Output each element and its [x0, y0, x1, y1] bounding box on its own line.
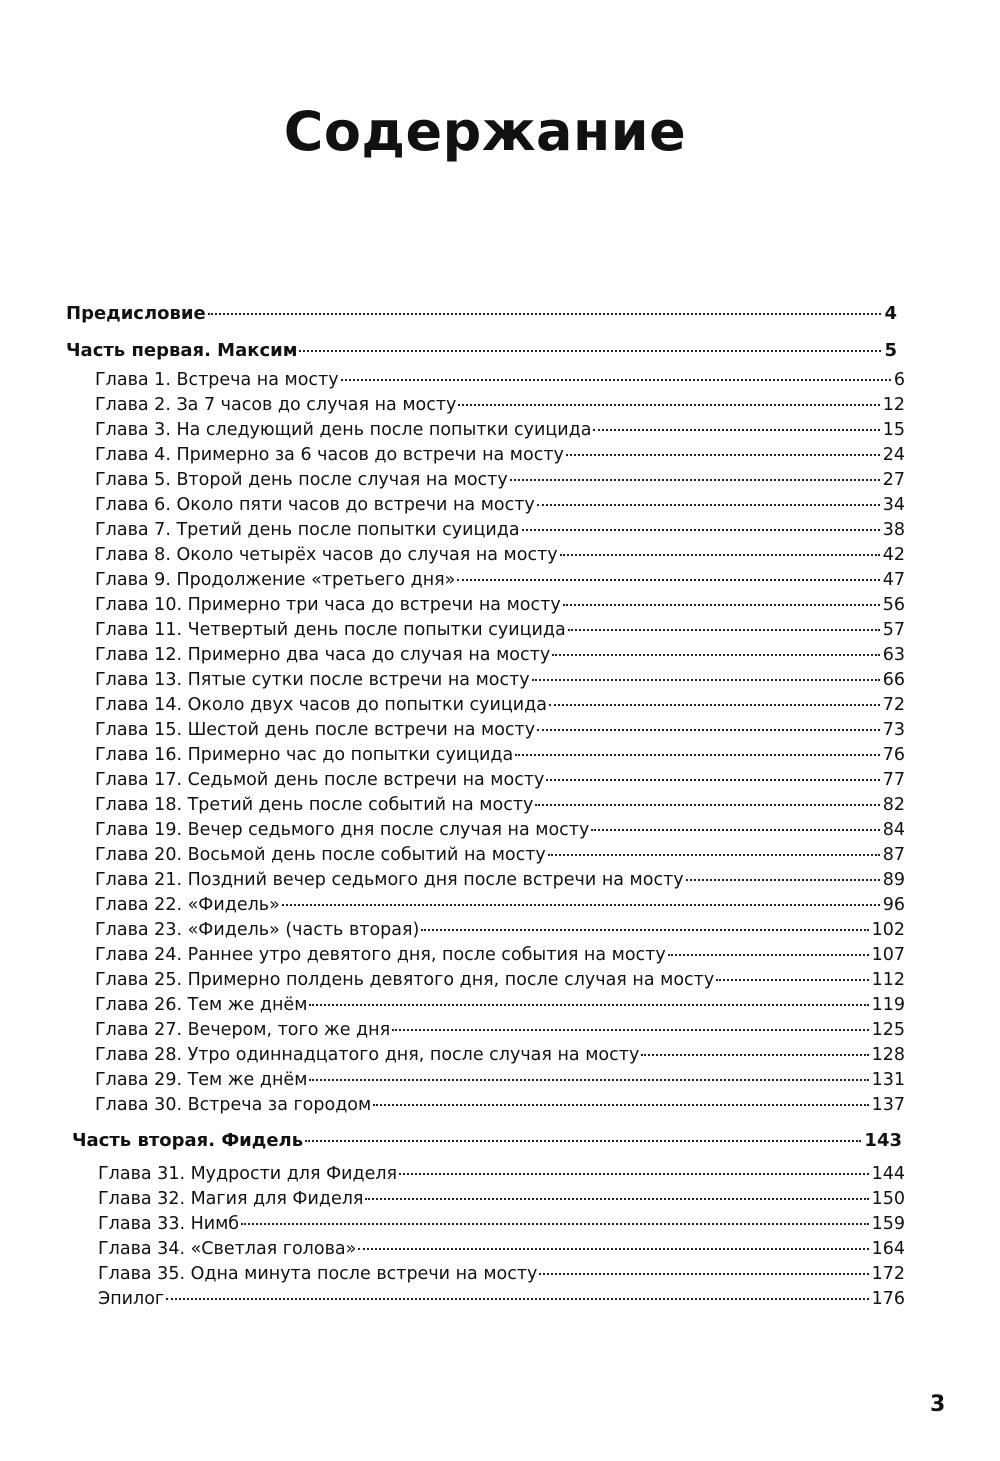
toc-entry-page: 89 — [882, 870, 905, 890]
page-number: 3 — [930, 1392, 946, 1417]
dot-leader — [282, 904, 880, 906]
toc-chapter-entry — [95, 593, 905, 617]
dot-leader — [457, 579, 879, 581]
dot-leader — [566, 454, 880, 456]
toc-chapter-entry — [98, 1212, 905, 1236]
toc-entry-title: Эпилог — [98, 1289, 165, 1309]
toc-entry-title: Глава 32. Магия для Фиделя — [98, 1189, 364, 1209]
toc-entry-title: Глава 2. За 7 часов до случая на мосту — [95, 395, 457, 415]
dot-leader — [716, 979, 868, 981]
toc-entry-page: 96 — [882, 895, 905, 915]
toc-entry-title: Глава 31. Мудрости для Фиделя — [98, 1164, 398, 1184]
toc-part-entry — [72, 1129, 902, 1153]
toc-chapter-entry — [95, 768, 905, 792]
toc-entry-page: 102 — [871, 920, 905, 940]
toc-entry-page: 66 — [882, 670, 905, 690]
toc-entry-page: 172 — [871, 1264, 905, 1284]
toc-chapter-entry — [95, 668, 905, 692]
toc-entry-title: Глава 27. Вечером, того же дня — [95, 1020, 391, 1040]
dot-leader — [399, 1173, 869, 1175]
toc-entry-title: Предисловие — [66, 303, 206, 324]
dot-leader — [591, 829, 879, 831]
dot-leader — [341, 379, 891, 381]
toc-entry-title: Часть первая. Максим — [66, 340, 298, 361]
toc-entry-page: 125 — [871, 1020, 905, 1040]
toc-entry-title: Глава 11. Четвертый день после попытки суицида — [95, 620, 566, 640]
toc-entry-title: Глава 25. Примерно полдень девятого дня, после случая на мосту — [95, 970, 715, 990]
toc-entry-page: 84 — [882, 820, 905, 840]
dot-leader — [546, 779, 879, 781]
toc-entry-title: Глава 35. Одна минута после встречи на мосту — [98, 1264, 538, 1284]
dot-leader — [166, 1298, 868, 1300]
toc-entry-title: Глава 9. Продолжение «третьего дня» — [95, 570, 456, 590]
toc-chapter-entry — [95, 1068, 905, 1092]
toc-entry-page: 56 — [882, 595, 905, 615]
dot-leader — [358, 1248, 868, 1250]
toc-entry-title: Глава 13. Пятые сутки после встречи на мосту — [95, 670, 530, 690]
toc-entry-page: 72 — [882, 695, 905, 715]
toc-entry-page: 128 — [871, 1045, 905, 1065]
dot-leader — [373, 1104, 868, 1106]
toc-entry-title: Часть вторая. Фидель — [72, 1130, 304, 1151]
dot-leader — [560, 554, 880, 556]
toc-chapter-entry — [95, 393, 905, 417]
dot-leader — [458, 404, 879, 406]
toc-entry-page: 150 — [871, 1189, 905, 1209]
toc-entry-page: 87 — [882, 845, 905, 865]
toc-chapter-entry — [98, 1162, 905, 1186]
toc-entry-page: 4 — [884, 303, 897, 324]
toc-entry-page: 5 — [884, 340, 897, 361]
toc-entry-title: Глава 3. На следующий день после попытки суицида — [95, 420, 592, 440]
toc-entry-page: 107 — [871, 945, 905, 965]
toc-entry-page: 24 — [882, 445, 905, 465]
dot-leader — [568, 629, 880, 631]
toc-entry-title: Глава 24. Раннее утро девятого дня, после события на мосту — [95, 945, 666, 965]
toc-entry-page: 38 — [882, 520, 905, 540]
toc-entry-title: Глава 4. Примерно за 6 часов до встречи на мосту — [95, 445, 564, 465]
dot-leader — [563, 604, 880, 606]
toc-entry-page: 176 — [871, 1289, 905, 1309]
toc-entry-page: 137 — [871, 1095, 905, 1115]
toc-chapter-entry — [95, 1093, 905, 1117]
toc-chapter-entry — [95, 893, 905, 917]
dot-leader — [532, 679, 880, 681]
toc-entry-page: 15 — [882, 420, 905, 440]
dot-leader — [549, 704, 880, 706]
toc-entry-page: 34 — [882, 495, 905, 515]
toc-entry-title: Глава 12. Примерно два часа до случая на мосту — [95, 645, 551, 665]
toc-entry-page: 164 — [871, 1239, 905, 1259]
toc-entry-page: 73 — [882, 720, 905, 740]
toc-entry-title: Глава 8. Около четырёх часов до случая на мосту — [95, 545, 558, 565]
dot-leader — [537, 729, 880, 731]
toc-entry-title: Глава 6. Около пяти часов до встречи на мосту — [95, 495, 535, 515]
toc-chapter-entry — [95, 568, 905, 592]
toc-chapter-entry — [95, 543, 905, 567]
toc-entry-page: 42 — [882, 545, 905, 565]
dot-leader — [548, 854, 880, 856]
dot-leader — [305, 1140, 861, 1142]
dot-leader — [299, 350, 881, 352]
dot-leader — [552, 654, 880, 656]
dot-leader — [309, 1004, 868, 1006]
toc-chapter-entry — [95, 1018, 905, 1042]
toc-chapter-entry — [95, 368, 905, 392]
toc-entry-title: Глава 20. Восьмой день после событий на мосту — [95, 845, 546, 865]
toc-entry-title: Глава 29. Тем же днём — [95, 1070, 308, 1090]
dot-leader — [208, 313, 882, 315]
toc-chapter-entry — [95, 993, 905, 1017]
toc-chapter-entry — [95, 868, 905, 892]
toc-entry-title: Глава 23. «Фидель» (часть вторая) — [95, 920, 420, 940]
toc-chapter-entry — [95, 968, 905, 992]
toc-entry-page: 57 — [882, 620, 905, 640]
dot-leader — [510, 479, 880, 481]
dot-leader — [535, 804, 879, 806]
toc-entry-page: 47 — [882, 570, 905, 590]
toc-chapter-entry — [95, 718, 905, 742]
toc-entry-title: Глава 26. Тем же днём — [95, 995, 308, 1015]
dot-leader — [515, 754, 880, 756]
toc-chapter-entry — [95, 843, 905, 867]
toc-entry-page: 82 — [882, 795, 905, 815]
toc-chapter-entry — [95, 743, 905, 767]
toc-entry-page: 76 — [882, 745, 905, 765]
toc-chapter-entry — [95, 618, 905, 642]
toc-chapter-entry — [98, 1237, 905, 1261]
toc-entry-page: 159 — [871, 1214, 905, 1234]
toc-chapter-entry — [95, 793, 905, 817]
toc-entry-title: Глава 5. Второй день после случая на мосту — [95, 470, 508, 490]
dot-leader — [421, 929, 868, 931]
toc-part-entry — [66, 302, 897, 326]
toc-chapter-entry — [95, 943, 905, 967]
toc-chapter-entry — [95, 693, 905, 717]
toc-entry-title: Глава 33. Нимб — [98, 1214, 240, 1234]
dot-leader — [241, 1223, 868, 1225]
toc-chapter-entry — [95, 518, 905, 542]
page-title: Содержание — [283, 100, 687, 163]
toc-entry-title: Глава 34. «Светлая голова» — [98, 1239, 357, 1259]
toc-entry-title: Глава 18. Третий день после событий на мосту — [95, 795, 534, 815]
toc-entry-title: Глава 1. Встреча на мосту — [95, 370, 339, 390]
toc-entry-page: 6 — [893, 370, 905, 390]
toc-part-entry — [66, 339, 897, 363]
toc-chapter-entry — [95, 918, 905, 942]
toc-entry-page: 12 — [882, 395, 905, 415]
toc-chapter-entry — [95, 1043, 905, 1067]
toc-entry-title: Глава 16. Примерно час до попытки суицида — [95, 745, 514, 765]
toc-chapter-entry — [98, 1262, 905, 1286]
toc-entry-page: 119 — [871, 995, 905, 1015]
toc-chapter-entry — [98, 1287, 905, 1311]
toc-chapter-entry — [95, 818, 905, 842]
toc-chapter-entry — [95, 643, 905, 667]
toc-entry-title: Глава 22. «Фидель» — [95, 895, 280, 915]
toc-entry-title: Глава 17. Седьмой день после встречи на мосту — [95, 770, 545, 790]
dot-leader — [365, 1198, 868, 1200]
toc-entry-title: Глава 14. Около двух часов до попытки суицида — [95, 695, 547, 715]
dot-leader — [668, 954, 869, 956]
toc-entry-page: 77 — [882, 770, 905, 790]
dot-leader — [641, 1054, 868, 1056]
toc-entry-title: Глава 7. Третий день после попытки суицида — [95, 520, 520, 540]
dot-leader — [392, 1029, 868, 1031]
toc-entry-title: Глава 21. Поздний вечер седьмого дня после встречи на мосту — [95, 870, 684, 890]
toc-entry-page: 144 — [871, 1164, 905, 1184]
dot-leader — [522, 529, 880, 531]
toc-entry-page: 143 — [864, 1130, 902, 1151]
toc-entry-title: Глава 19. Вечер седьмого дня после случая на мосту — [95, 820, 590, 840]
toc-chapter-entry — [95, 468, 905, 492]
toc-entry-page: 27 — [882, 470, 905, 490]
toc-chapter-entry — [98, 1187, 905, 1211]
toc-entry-page: 63 — [882, 645, 905, 665]
toc-entry-title: Глава 10. Примерно три часа до встречи на мосту — [95, 595, 561, 615]
dot-leader — [593, 429, 879, 431]
toc-chapter-entry — [95, 493, 905, 517]
toc-chapter-entry — [95, 443, 905, 467]
dot-leader — [686, 879, 880, 881]
dot-leader — [309, 1079, 868, 1081]
toc-entry-title: Глава 30. Встреча за городом — [95, 1095, 372, 1115]
toc-entry-title: Глава 15. Шестой день после встречи на мосту — [95, 720, 536, 740]
dot-leader — [537, 504, 880, 506]
toc-chapter-entry — [95, 418, 905, 442]
toc-entry-title: Глава 28. Утро одиннадцатого дня, после случая на мосту — [95, 1045, 640, 1065]
dot-leader — [539, 1273, 868, 1275]
toc-entry-page: 131 — [871, 1070, 905, 1090]
toc-entry-page: 112 — [871, 970, 905, 990]
